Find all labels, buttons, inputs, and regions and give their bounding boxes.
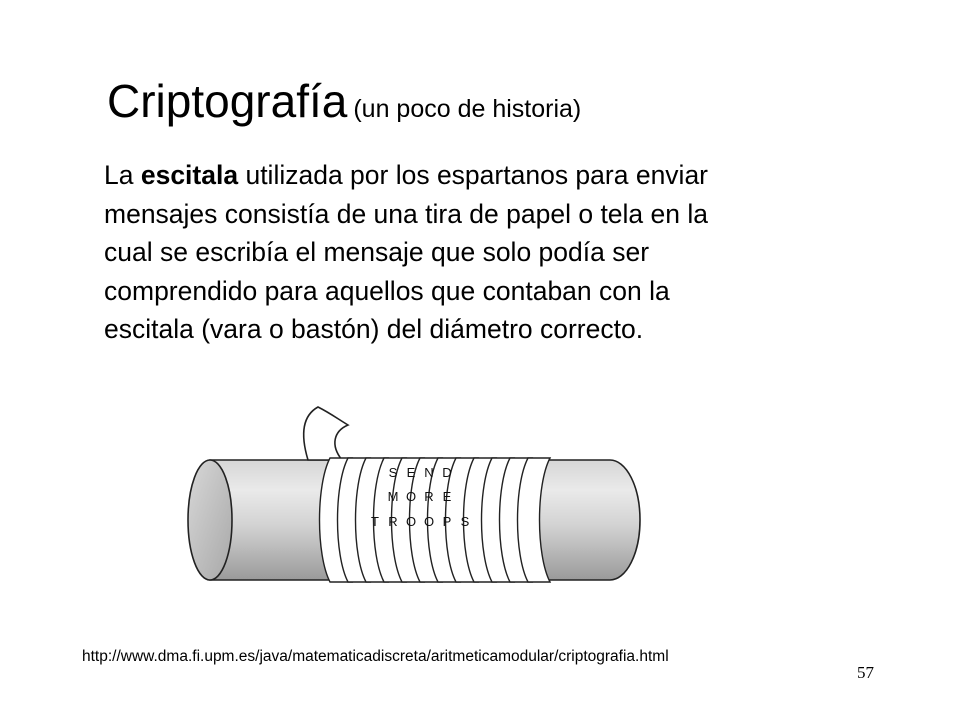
body-paragraph bbox=[104, 156, 824, 349]
strip-letter: O bbox=[405, 489, 417, 504]
strip-letter: R bbox=[424, 489, 434, 504]
body-line-4: comprendido para aquellos que contaban con la bbox=[104, 275, 670, 306]
scytale-illustration bbox=[180, 395, 660, 595]
title-text: Criptografía bbox=[107, 75, 348, 127]
slide-title bbox=[107, 74, 581, 128]
strip-letter: S bbox=[388, 465, 398, 480]
page-number: 57 bbox=[857, 663, 874, 682]
title-subtitle: (un poco de historia) bbox=[353, 95, 582, 123]
strip-letter: N bbox=[424, 465, 434, 480]
keyword-escitala: escitala bbox=[140, 160, 239, 190]
rod-end-cap bbox=[188, 460, 232, 580]
body-line-2: mensajes consistía de una tira de papel o tela en la bbox=[104, 198, 709, 229]
strip-tail bbox=[304, 407, 348, 460]
strip-letter: E bbox=[442, 489, 452, 504]
strip-letter: O bbox=[405, 514, 417, 529]
strip-letter: E bbox=[406, 465, 416, 480]
strip-letter: S bbox=[460, 514, 470, 529]
strip-letter: D bbox=[442, 465, 452, 480]
strip-letter: P bbox=[442, 514, 452, 529]
body-line-1 bbox=[104, 156, 824, 195]
strip-letter: O bbox=[423, 514, 435, 529]
body-line-5: escitala (vara o bastón) del diámetro correcto. bbox=[104, 314, 644, 344]
strip-letter: M bbox=[387, 489, 399, 504]
body-line-1-lead: La bbox=[104, 160, 141, 190]
strip-letter: T bbox=[371, 514, 379, 529]
strip-letter: R bbox=[388, 514, 398, 529]
body-line-1-rest: utilizada por los espartanos para enviar bbox=[238, 160, 709, 190]
body-line-3: cual se escribía el mensaje que solo podía ser bbox=[104, 237, 650, 267]
source-url[interactable]: http://www.dma.fi.upm.es/java/matematicadiscreta/aritmeticamodular/criptografia.html bbox=[82, 648, 669, 665]
wrapped-strip bbox=[320, 458, 551, 582]
